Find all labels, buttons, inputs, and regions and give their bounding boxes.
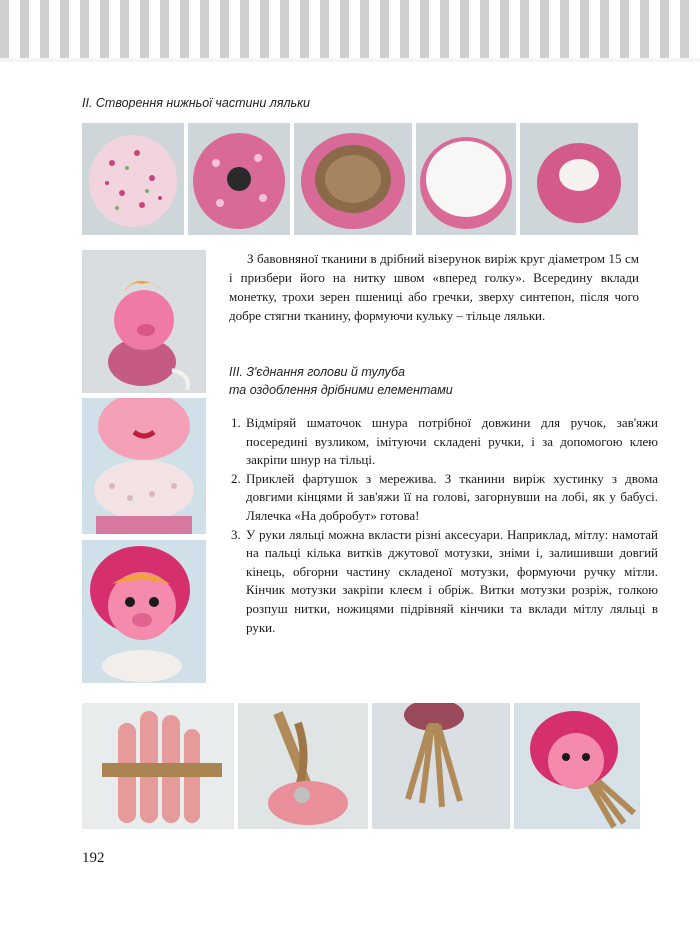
photo-fabric-coin: [188, 123, 290, 235]
photo-twine-bundle: [238, 703, 368, 829]
step-item: 2. Приклей фартушок з мереживa. З тканини виріж хустинку з двома довгими кінцями й зав'яжи її на голові, загорнувши на лобі, як у бабусі. Лялечка «На добробут» готова!: [244, 470, 658, 526]
step-item: 3. У руки ляльці можна вкласти різні аксесуари. Наприклад, мітлу: намотай на пальці кілька витків джутової мотузки, зніми і, залишивши довгий кінець, обгорни частину складеної мотузки, формуючи ручку мітли. Кінчик мотузки закріпи клеєм і обріж. Витки мотузки розріж, голкою розпуш нитки, ножицями підрівняй кінчики та вклади мітлу ляльці в руки.: [244, 526, 658, 638]
photo-fabric-grain: [294, 123, 412, 235]
header-stripes: [0, 0, 700, 58]
section-2-title: II. Створення нижньої частини ляльки: [82, 96, 310, 110]
section-3-title-line1: III. З'єднання голови й тулуба: [229, 365, 406, 379]
photo-fabric-circle: [82, 123, 184, 235]
photo-doll-kerchief: [82, 540, 206, 683]
photo-broom-cut: [372, 703, 510, 829]
photo-doll-apron: [82, 398, 206, 534]
photo-doll-head-body: [82, 250, 206, 393]
step-item: 1. Відміряй шматочок шнура потрібної довжини для ручок, зав'яжи посередині вузликом, імітуючи складені ручки, і за допомогою клею закріпи шнур на тільці.: [244, 414, 658, 470]
section-3-title-line2: та оздоблення дрібними елементами: [229, 383, 453, 397]
photo-fabric-ball: [520, 123, 638, 235]
photo-hand-twine: [82, 703, 234, 829]
intro-paragraph: З бавовняної тканини в дрібний візерунок виріж круг діаметром 15 см і призбери його на нитку швом «вперед голку». Всередину вклади монетку, трохи зерен пшениці або гречки, зверху синтепон, після чого добре стягни тканину, формуючи кульку – тільце ляльки.: [229, 251, 639, 323]
steps-list: [226, 414, 658, 637]
page-number: 192: [82, 850, 105, 866]
photo-fabric-filling: [416, 123, 516, 235]
header-divider: [0, 58, 700, 62]
photo-doll-with-broom: [514, 703, 640, 829]
